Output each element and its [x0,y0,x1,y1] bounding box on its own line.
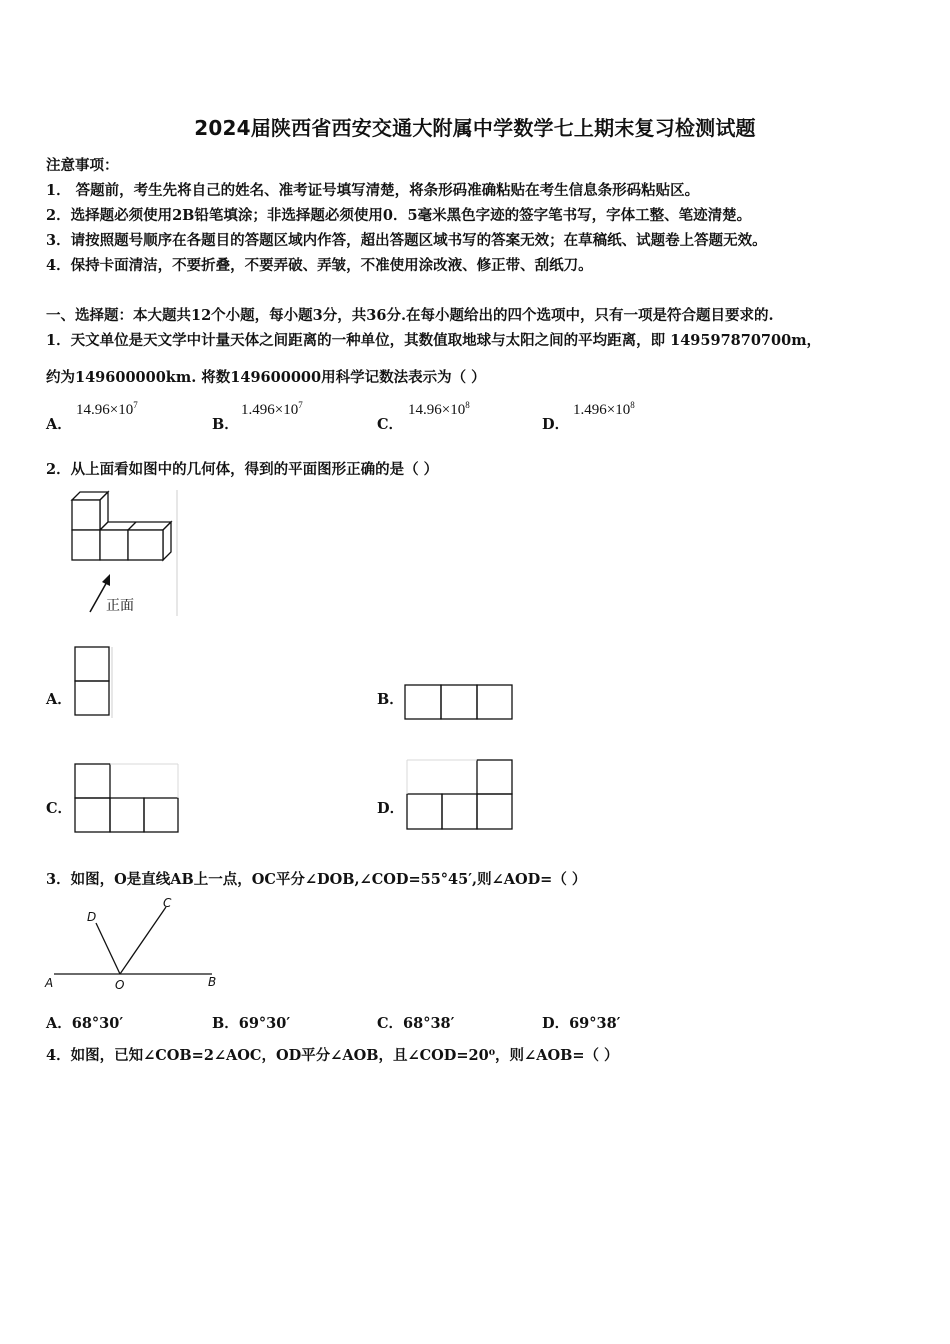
notice-item: 1． 答题前，考生先将自己的姓名、准考证号填写清楚，将条形码准确粘贴在考生信息条形码粘贴区。 [46,182,700,199]
q2-option-c-figure [72,760,184,836]
q2-front-label: 正面 [106,598,134,614]
notice-item: 4．保持卡面清洁，不要折叠，不要弄破、弄皱，不准使用涂改液、修正带、刮纸刀。 [46,257,593,274]
q1-stem-line2: 约为149600000km. 将数149600000用科学记数法表示为（ ） [46,369,486,386]
q1-option-b-value: $1.496\times 10^7$ [241,400,303,418]
q2-option-d-figure [404,756,518,834]
q1-option-d-label: D． [542,416,570,433]
q1-option-a-value: $14.96\times 10^7$ [76,400,138,418]
q3-option-a: A．68°30′ [46,1015,124,1032]
notice-item: 2．选择题必须使用2B铅笔填涂；非选择题必须使用0．5毫米黑色字迹的签字笔书写，字体工整、笔迹清楚。 [46,207,752,224]
q1-option-c-value: $14.96\times 10^8$ [408,400,470,418]
q1-stem-line1: 1．天文单位是天文学中计量天体之间距离的一种单位，其数值取地球与太阳之间的平均距离，即 149597870700m， [46,332,822,349]
q2-option-c-label: C． [46,800,73,817]
q2-option-a-label: A． [46,691,72,708]
q3-option-b: B．69°30′ [212,1015,291,1032]
q2-solid-figure [64,488,180,618]
q2-option-a-figure [72,644,114,720]
q2-stem: 2．从上面看如图中的几何体，得到的平面图形正确的是（ ） [46,461,439,478]
q3-option-d: D．69°38′ [542,1015,621,1032]
q2-option-b-label: B． [377,691,404,708]
q3-angle-figure [40,893,230,993]
notice-item: 3．请按照题号顺序在各题目的答题区域内作答，超出答题区域书写的答案无效；在草稿纸、试题卷上答题无效。 [46,232,767,249]
q3-label-d: D [87,910,97,924]
q1-option-b-label: B． [212,416,239,433]
q1-option-c-label: C． [377,416,404,433]
section-heading: 一、选择题：本大题共12个小题，每小题3分，共36分.在每小题给出的四个选项中，只有一项是符合题目要求的. [46,307,774,324]
notice-heading: 注意事项： [46,157,119,174]
q3-label-o: O [115,978,125,992]
q2-option-b-figure [402,682,516,722]
q3-label-c: C [163,896,172,910]
q3-label-a: A [45,976,54,990]
page-title: 2024届陕西省西安交通大附属中学数学七上期末复习检测试题 [194,116,756,140]
q1-option-a-label: A． [46,416,72,433]
q3-stem: 3．如图，O是直线AB上一点，OC平分∠DOB,∠COD=55°45′,则∠AOD=（ ） [46,871,587,888]
q2-option-d-label: D． [377,800,405,817]
q3-label-b: B [208,975,217,989]
q1-option-d-value: $1.496\times 10^8$ [573,400,635,418]
q4-stem: 4．如图，已知∠COB=2∠AOC，OD平分∠AOB，且∠COD=20⁰，则∠AOB=（ ） [46,1047,619,1064]
q3-option-c: C．68°38′ [377,1015,455,1032]
